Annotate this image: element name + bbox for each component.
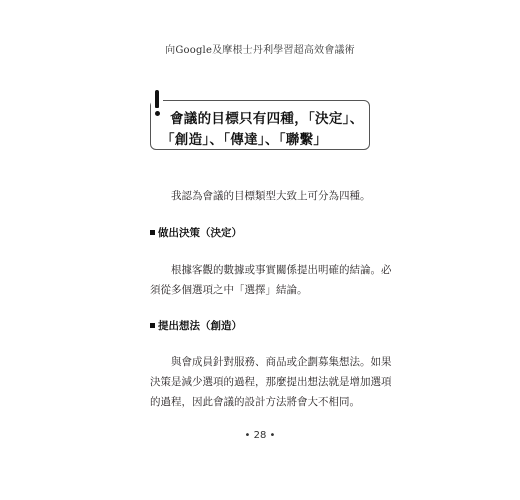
- section-heading-decide: [150, 225, 242, 240]
- square-bullet-icon: [150, 323, 155, 328]
- section-text-decide: 根據客觀的數據或事實關係提出明確的結論。必須從多個選項之中「選擇」結論。: [150, 264, 392, 296]
- callout-title-line-2: 「創造」、「傳達」、「聯繫」: [161, 132, 328, 148]
- section-heading-decide-text: 做出決策（決定）: [158, 227, 242, 239]
- section-paragraph-create: [150, 352, 400, 412]
- square-bullet-icon: [150, 230, 155, 235]
- page-number: • 28 •: [244, 430, 276, 441]
- section-heading-create: [150, 318, 242, 333]
- intro-text: 我認為會議的目標類型大致上可分為四種。: [171, 190, 371, 202]
- section-text-create: 與會成員針對服務、商品或企劃募集想法。如果決策是減少選項的過程，那麼提出想法就是增加選項的過程，因此會議的設計方法將會大不相同。: [150, 356, 392, 408]
- section-paragraph-decide: [150, 260, 400, 300]
- section-heading-create-text: 提出想法（創造）: [158, 320, 242, 332]
- callout-title-line-1: 會議的目標只有四種，「決定」、: [170, 111, 364, 127]
- exclamation-icon: [151, 88, 163, 130]
- running-header: 向Google及摩根士丹利學習超高效會議術: [165, 45, 355, 56]
- intro-paragraph: [150, 186, 400, 206]
